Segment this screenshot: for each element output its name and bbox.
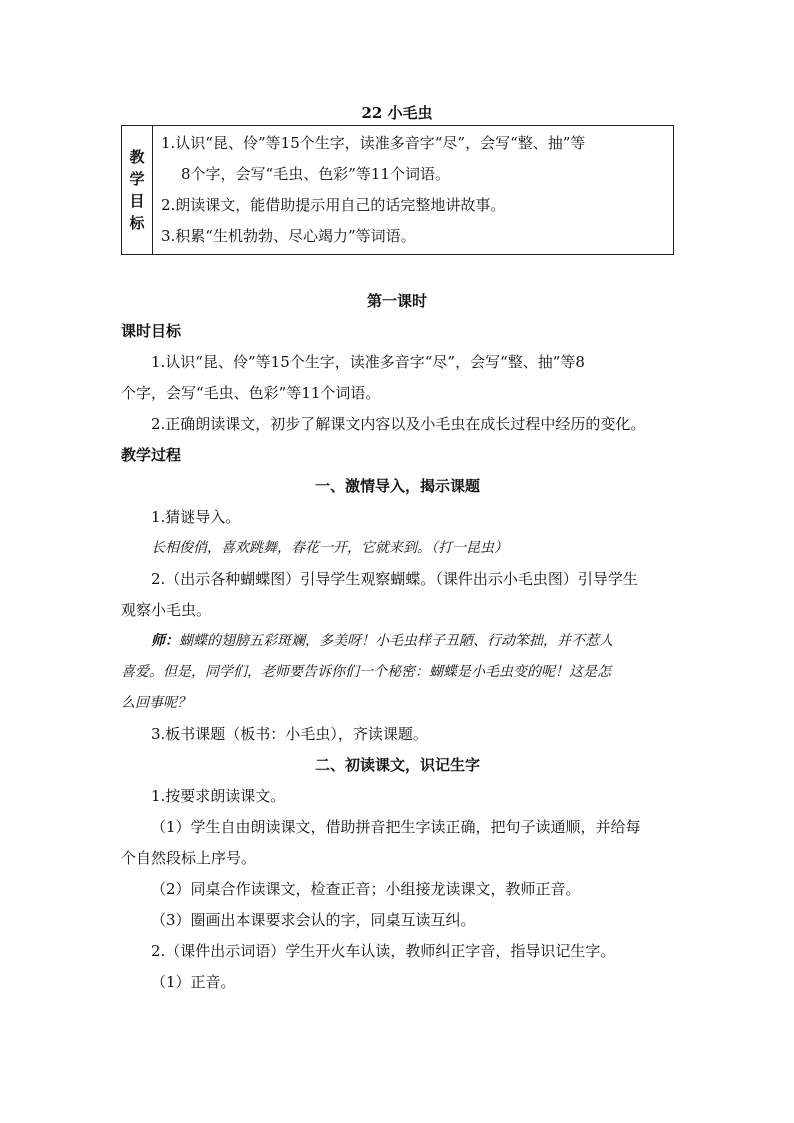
paragraph-line: 个自然段标上序号。 <box>121 849 257 867</box>
teacher-speech-line: 么回事呢？ <box>121 695 191 711</box>
paragraph-line: 2.（课件出示词语）学生开火车认读，教师纠正字音，指导识记生字。 <box>151 942 616 960</box>
teacher-speech-text: 蝴蝶的翅膀五彩斑斓，多美呀！小毛虫样子丑陋、行动笨拙，并不惹人 <box>179 633 613 649</box>
label-char: 目 <box>129 192 145 210</box>
riddle-line: 长相俊俏，喜欢跳舞，春花一开，它就来到。（打一昆虫） <box>151 540 508 556</box>
subsection-heading: 二、初读课文，识记生字 <box>314 756 480 774</box>
paragraph-line: （1）学生自由朗读课文，借助拼音把生字读正确，把句子读通顺，并给每 <box>151 818 641 836</box>
paragraph-line: 2.（出示各种蝴蝶图）引导学生观察蝴蝶。（课件出示小毛虫图）引导学生 <box>151 570 638 588</box>
goal-line: 3.积累“生机勃勃、尽心竭力”等词语。 <box>161 227 416 245</box>
paragraph-line: 3.板书课题（板书：小毛虫），齐读课题。 <box>151 725 428 743</box>
paragraph-line: 2.正确朗读课文，初步了解课文内容以及小毛虫在成长过程中经历的变化。 <box>151 415 646 433</box>
paragraph-line: （3）圈画出本课要求会认的字，同桌互读互纠。 <box>151 911 476 929</box>
paragraph-line: 1.认识“昆、伶”等15个生字，读准多音字“尽”，会写“整、抽”等8 <box>151 353 585 371</box>
label-char: 标 <box>129 214 145 232</box>
teacher-label: 师： <box>151 633 179 649</box>
teaching-goals-label <box>122 126 153 255</box>
lesson-title: 22 小毛虫 <box>361 104 433 122</box>
subsection-heading: 一、激情导入，揭示课题 <box>314 477 480 495</box>
paragraph-line: 1.按要求朗读课文。 <box>151 787 286 805</box>
period-title: 第一课时 <box>366 292 427 310</box>
section-heading: 教学过程 <box>121 446 182 464</box>
section-heading: 课时目标 <box>121 322 182 340</box>
paragraph-line: 个字，会写“毛虫、色彩”等11个词语。 <box>121 384 381 402</box>
label-char: 教 <box>129 148 145 166</box>
goal-line: 8个字，会写“毛虫、色彩”等11个词语。 <box>181 165 450 183</box>
teaching-goals-table <box>121 125 674 255</box>
paragraph-line: （2）同桌合作读课文，检查正音；小组接龙读课文，教师正音。 <box>151 880 581 898</box>
paragraph-line: （1）正音。 <box>151 973 236 991</box>
teaching-goals-content <box>153 126 674 255</box>
goal-line: 2.朗读课文，能借助提示用自己的话完整地讲故事。 <box>161 196 506 214</box>
paragraph-line: 观察小毛虫。 <box>121 601 212 619</box>
paragraph-line: 1.猜谜导入。 <box>151 508 241 526</box>
teacher-speech-line <box>121 626 674 657</box>
label-char: 学 <box>129 170 145 188</box>
document-body <box>121 316 674 998</box>
goal-line: 1.认识“昆、伶”等15个生字，读准多音字“尽”，会写“整、抽”等 <box>161 134 586 152</box>
teacher-speech-line: 喜爱。但是，同学们，老师要告诉你们一个秘密：蝴蝶是小毛虫变的呢！这是怎 <box>121 664 611 680</box>
